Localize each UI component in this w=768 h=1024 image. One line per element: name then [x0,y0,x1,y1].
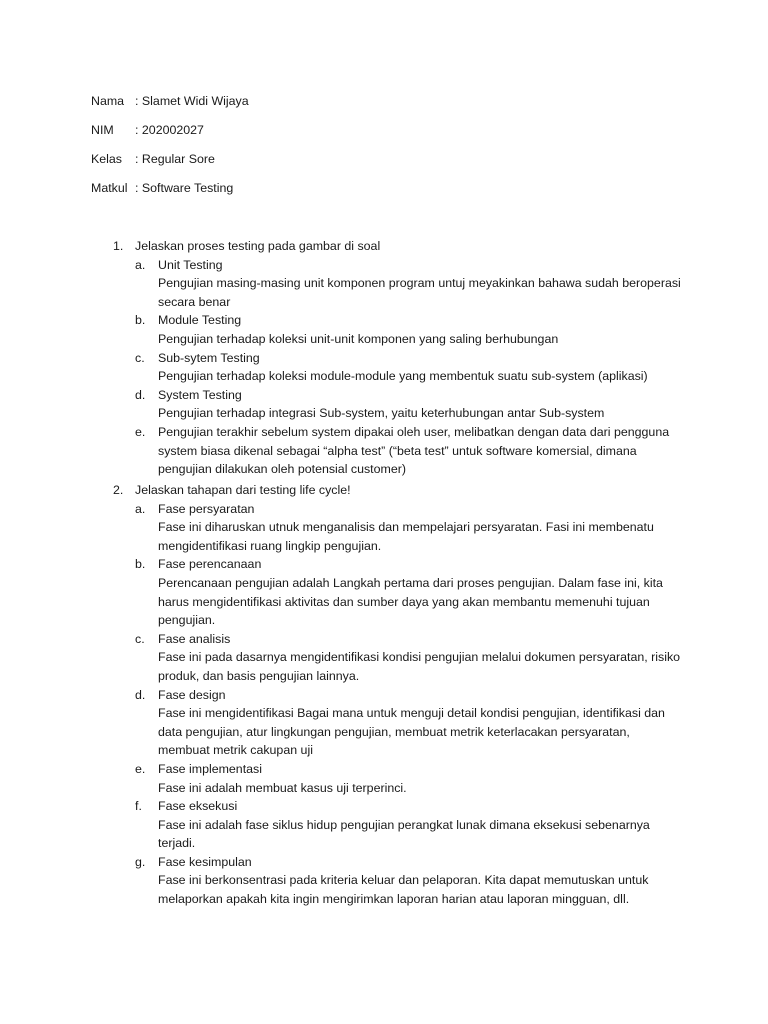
list-item-letter: a. [135,501,146,516]
question-1 [113,237,684,479]
list-item-letter: c. [135,350,145,365]
list-item [135,797,684,853]
list-item-letter: d. [135,687,146,702]
list-item-letter: d. [135,387,146,402]
identity-separator: : [135,181,139,195]
identity-separator: : [135,94,139,108]
list-item-description: Fase ini pada dasarnya mengidentifikasi kondisi pengujian melalui dokumen persyaratan, risiko produk, dan basis pengujian lainnya. [158,650,681,683]
question-2 [113,481,684,909]
list-item-title: Fase persyaratan [158,501,255,516]
question-title: Jelaskan tahapan dari testing life cycle! [135,483,351,497]
list-item-title: Fase analisis [158,631,231,646]
list-item-description: Fase ini diharuskan utnuk menganalisis dan mempelajari persyaratan. Fasi ini membenatu mengidentifikasi ruang lingkip pengujian. [158,520,654,553]
list-item-description: Pengujian masing-masing unit komponen program untuj meyakinkan bahawa sudah beroperasi secara benar [158,276,681,309]
identity-separator: : [135,152,139,166]
list-item [135,500,684,556]
list-item [135,686,684,760]
list-item-title: Sub-sytem Testing [158,350,260,365]
list-item-description: Perencanaan pengujian adalah Langkah pertama dari proses pengujian. Dalam fase ini, kita harus mengidentifikasi aktivitas dan sumber daya yang akan membantu memenuhi tujuan pengujian. [158,575,663,628]
list-item-description: Fase ini adalah membuat kasus uji terperinci. [158,780,407,795]
list-item-description: Fase ini berkonsentrasi pada kriteria keluar dan pelaporan. Kita dapat memutuskan untuk melaporkan apakah kita ingin mengirimkan laporan harian atau laporan mingguan, dll. [158,873,649,907]
list-item-letter: e. [135,761,146,776]
identity-row-nim [91,121,204,139]
list-item [135,256,684,312]
list-item-letter: c. [135,631,145,646]
list-item [135,630,684,686]
identity-value: Slamet Widi Wijaya [141,94,249,108]
list-item-letter: b. [135,557,146,572]
list-item-description: Pengujian terhadap integrasi Sub-system, yaitu keterhubungan antar Sub-system [158,406,605,421]
identity-row-nama [91,92,249,110]
list-item-description: Pengujian terhadap koleksi module-module yang membentuk suatu sub-system (aplikasi) [158,369,648,384]
identity-separator: : [135,123,139,137]
list-item-title: Fase perencanaan [158,557,262,572]
list-item-title: Fase eksekusi [158,799,238,814]
list-item-letter: g. [135,854,146,869]
identity-key: Nama [91,94,125,108]
list-item-title: Module Testing [158,313,242,328]
list-item-title: Fase implementasi [158,761,262,776]
list-item-description: Pengujian terhadap koleksi unit-unit komponen yang saling berhubungan [158,331,559,346]
list-item [135,555,684,629]
list-item-letter: f. [135,799,142,814]
list-item [135,423,684,479]
list-item [135,311,684,348]
list-item-description: Fase ini mengidentifikasi Bagai mana untuk menguji detail kondisi pengujian, identifikasi dan data pengujian, atur lingkungan pengujian, membuat metrik keterlacakan persyaratan, membuat metrik cakupan uji [158,706,665,758]
list-item-letter: b. [135,313,146,328]
list-item [135,349,684,386]
question-number: 1. [113,239,124,253]
list-item [135,386,684,423]
identity-value: Software Testing [141,181,234,195]
list-item-title: Fase kesimpulan [158,854,252,869]
list-item-letter: e. [135,424,146,439]
list-item-letter: a. [135,257,146,272]
identity-row-matkul [91,179,233,197]
list-item-description: Fase ini adalah fase siklus hidup pengujian perangkat lunak dimana eksekusi sebenarnya terjadi. [158,817,650,851]
identity-key: Matkul [91,181,128,195]
identity-row-kelas [91,150,215,168]
question-title: Jelaskan proses testing pada gambar di soal [135,239,381,253]
identity-key: NIM [91,123,114,137]
list-item-title: Pengujian terakhir sebelum system dipakai oleh user, melibatkan dengan data dari pengguna system biasa dikenal sebagai “alpha test” (“beta test” untuk software komersial, dimana pengujian dilakukan oleh potensial customer) [158,424,670,477]
identity-value: Regular Sore [141,152,215,166]
question-number: 2. [113,483,124,497]
identity-key: Kelas [91,152,122,166]
list-item [135,853,684,909]
list-item-title: Unit Testing [158,257,223,272]
list-item-title: System Testing [158,387,242,402]
identity-value: 202002027 [141,123,204,137]
list-item [135,760,684,797]
list-item-title: Fase design [158,687,226,702]
